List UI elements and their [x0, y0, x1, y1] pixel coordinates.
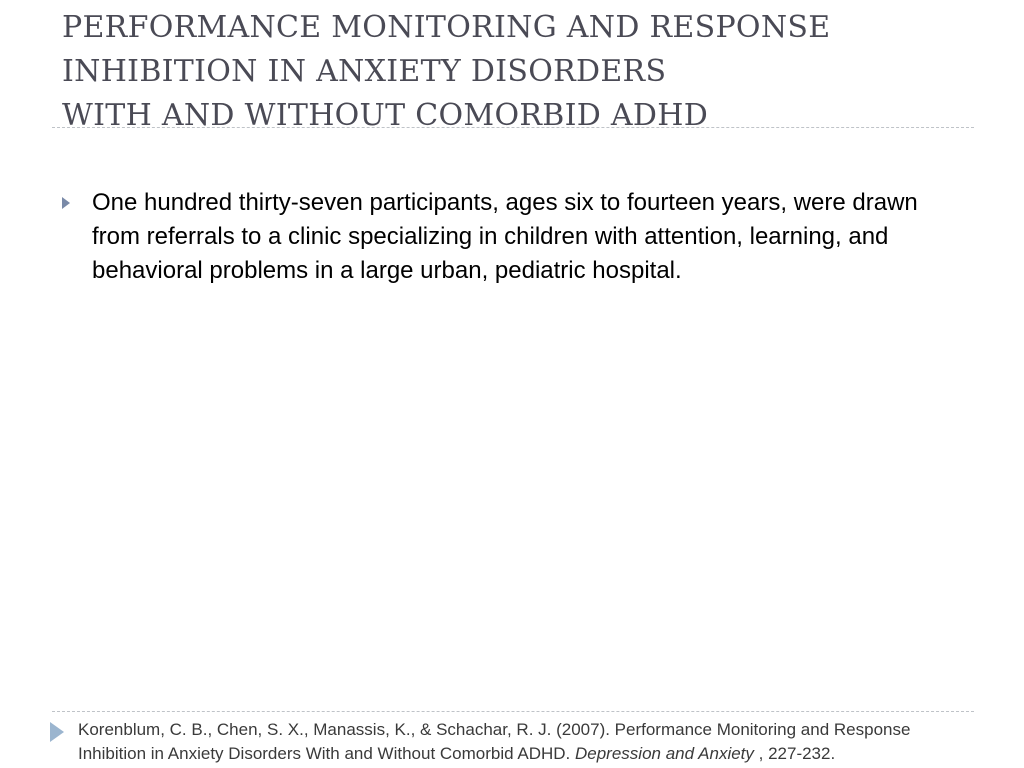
title-line: PERFORMANCE MONITORING AND RESPONSE: [62, 10, 831, 45]
bullet-list: [62, 186, 942, 288]
reference-journal: Depression and Anxiety: [574, 744, 754, 763]
slide-title: [62, 6, 1002, 138]
reference: [50, 718, 980, 766]
reference-citation: Korenblum, C. B., Chen, S. X., Manassis, K., & Schachar, R. J. (2007). Performance Monitoring and Response Inhibition in Anxiety Disorders With and Without Comorbid ADHD.: [78, 720, 911, 763]
title-divider: [52, 127, 974, 128]
bullet-text: One hundred thirty-seven participants, ages six to fourteen years, were drawn from referrals to a clinic specializing in children with attention, learning, and behavioral problems in a large urban, pediatric hospital.: [92, 189, 918, 284]
bullet-arrow-icon: [62, 197, 70, 209]
reference-pages: , 227-232.: [753, 744, 836, 763]
title-line: WITH AND WITHOUT COMORBID ADHD: [62, 98, 709, 133]
title-line: INHIBITION IN ANXIETY DISORDERS: [62, 54, 667, 89]
footer-divider: [52, 711, 974, 712]
reference-text: [78, 718, 980, 766]
reference-arrow-icon: [50, 722, 64, 742]
